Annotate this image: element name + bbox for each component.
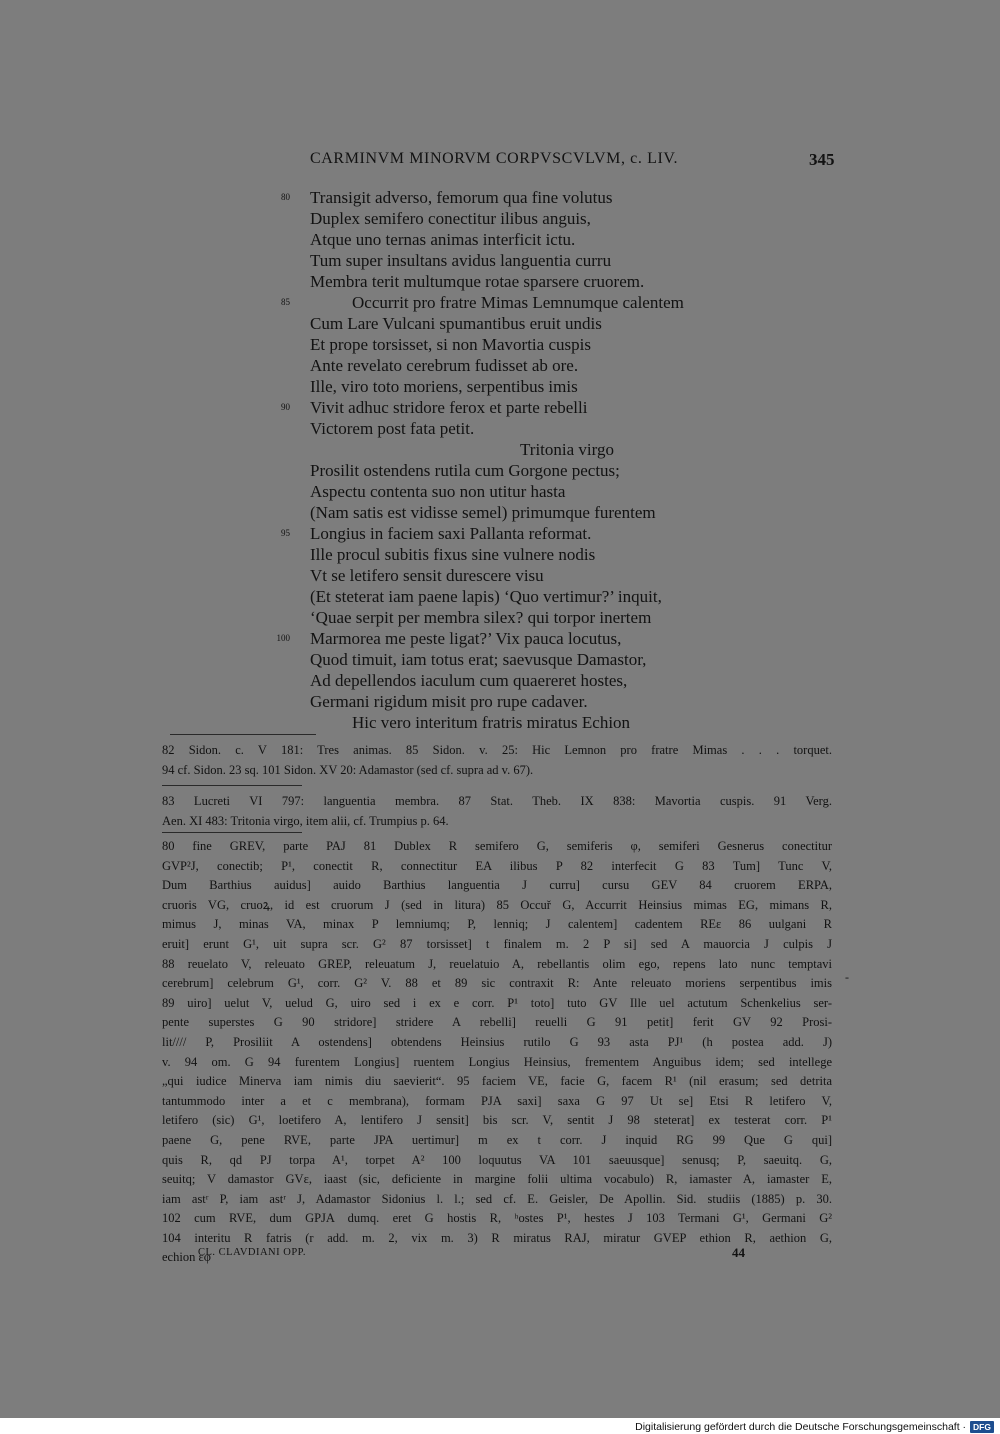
note-line: Aen. XI 483: Tritonia virgo, item alii, cf. Trumpius p. 64. (162, 813, 449, 828)
verse-line: (Et steterat iam paene lapis) ‘Quo vertimur?’ inquit, (310, 587, 662, 606)
verse-line: Aspectu contenta suo non utitur hasta (310, 482, 566, 501)
note-line: 83 Lucreti VI 797: languentia membra. 87 Stat. Theb. IX 838: Mavortia cuspis. 91 Verg. (162, 794, 832, 808)
footer-text: Digitalisierung gefördert durch die Deutsche Forschungsgemeinschaft · (635, 1421, 967, 1433)
verse-line: (Nam satis est vidisse semel) primumque furentem (310, 503, 656, 522)
apparatus-line: paene G, pene RVE, parte JPA uertimur] m ex t corr. J inquid RG 99 Que G qui] (162, 1132, 832, 1147)
verse-line: Ad depellendos iaculum cum quaereret hostes, (310, 671, 628, 690)
apparatus-line: 89 uiro] uelut V, uelud G, uiro sed i ex e corr. P¹ toto] tuto GV Ille uel actutum Schenkelius ser- (162, 995, 832, 1010)
apparatus-line: iam astʳ P, iam astʳ J, Adamastor Sidonius l. l.; sed cf. E. Geisler, De Apollin. Sid. studiis (1885) p. 30. (162, 1191, 832, 1206)
verse-line: Cum Lare Vulcani spumantibus eruit undis (310, 314, 602, 333)
line-number: 90 (281, 402, 290, 412)
verse-line: Et prope torsisset, si non Mavortia cuspis (310, 335, 591, 354)
apparatus-line: cruoris VG, cruo⁠ꝝ, id est cruorum J (sed in litura) 85 Occuř G, Accurrit Heinsius mimas EG, mimans R, (162, 897, 832, 912)
running-head: CARMINVM MINORVM CORPVSCVLVM, c. LIV. (310, 150, 679, 167)
apparatus-line: cerebrum] celebrum G¹, corr. G² V. 88 et 89 sic contraxit R: Ante releuato moriens serpentibus imis (162, 976, 832, 991)
apparatus-line: „qui iudice Minerva iam nimis diu saevierit“. 95 faciem VE, facie G, facem R¹ (nil erasum; sed detrita (162, 1074, 832, 1089)
apparatus-line: tantummodo inter a et c membrana), formam PJA saxi] saxa G 97 Ut se] Etsi R letifero V, (162, 1093, 832, 1108)
divider (162, 832, 302, 833)
apparatus-line: letifero (sic) G¹, loetifero A, lentifero J sensit] bis scr. V, sentit J 98 steterat] ex testerat corr. P¹ (162, 1113, 832, 1128)
apparatus-line: quis R, qd PJ torpa A¹, torpet A² 100 loquutus VA 101 saeuusque] senusq; P, saeuitq. G, (162, 1152, 832, 1167)
verse-line: Ante revelato cerebrum fudisset ab ore. (310, 356, 579, 375)
verse-line: Prosilit ostendens rutila cum Gorgone pectus; (310, 461, 620, 480)
verse-line: Ille procul subitis fixus sine vulnere nodis (310, 545, 596, 564)
apparatus-line: pente superstes G 90 stridore] stridere A rebelli] reuelli G 91 petit] ferit GV 92 Prosi- (162, 1015, 832, 1030)
apparatus-line: v. 94 om. G 94 furentem Longius] ruentem Longius Heinsius, frementem Anguibus idem; sed intellege (162, 1054, 832, 1069)
dfg-logo: DFG (970, 1421, 994, 1433)
verse-line: Tum super insultans avidus languentia curru (310, 251, 612, 270)
verse-line: Germani rigidum misit pro rupe cadaver. (310, 692, 588, 711)
apparatus-line: eruit] erunt G¹, uit supra scr. G² 87 torsisset] t finalem m. 2 P si] sed A mauorcia J culpis J (162, 936, 832, 951)
apparatus-line: lit//// P, Prosiliit A ostendens] obtendens Heinsius rutilo G 93 asta PJ¹ (h postea add. J) (162, 1034, 832, 1049)
verse-line: Vivit adhuc stridore ferox et parte rebelli (310, 398, 588, 417)
verse-line: ‘Quae serpit per membra silex? qui torpor inertem (310, 608, 652, 627)
verse-line: Atque uno ternas animas interficit ictu. (310, 230, 576, 249)
apparatus-line: echion εφ (162, 1250, 211, 1265)
apparatus-line: 80 fine GREV, parte PAJ 81 Dublex R semifero G, semiferis φ, semiferi Gesnerus conectitur (162, 839, 832, 853)
apparatus-line: seuitq; V damastor GVε, iaast (sic, deficiente in margine folii ultima vocabulo) R, iamaster A, iamaster E, (162, 1172, 832, 1187)
verse-line: Hic vero interitum fratris miratus Echion (352, 713, 631, 732)
verse-line: Duplex semifero conectitur ilibus anguis, (310, 209, 591, 228)
apparatus-line: GVP²J, conectib; P¹, conectit R, connectitur EA ilibus P 82 interfecit G 83 Tum] Tunc V, (162, 858, 832, 873)
verse-line: Victorem post fata petit. (310, 419, 475, 438)
sources-notes (162, 741, 832, 780)
verse-line: Occurrit pro fratre Mimas Lemnumque calentem (352, 293, 684, 312)
critical-apparatus (162, 837, 832, 1268)
divider (162, 785, 302, 786)
parallels-notes (162, 792, 832, 831)
verse-line: Marmorea me peste ligat?’ Vix pauca locutus, (310, 629, 622, 648)
apparatus-line: 104 interitu R fatris (r add. m. 2, vix m. 3) R miratus RAJ, miratur GVEP ethion R, aethion G, (162, 1230, 832, 1245)
line-number: 100 (276, 633, 290, 643)
apparatus-line: 102 cum RVE, dum GPJA dumq. eret G hostis R, ʰostes P¹, hestes J 103 Termani G¹, Germani G² (162, 1211, 832, 1226)
apparatus-line: 88 reuelato V, releuato GREP, releuatum J, reuelatuio A, rebellantis olim ego, repens lato nunc temptavi (162, 956, 832, 971)
verse-line: Longius in faciem saxi Pallanta reformat. (310, 524, 592, 543)
divider (170, 734, 316, 735)
verse-line: Ille, viro toto moriens, serpentibus imis (310, 377, 578, 396)
sheet-number: 44 (732, 1245, 745, 1260)
apparatus-line: mimus J, minas VA, minax P lemniumq; P, lenniq; J calentem] cadentem REε 86 uulgani R (162, 917, 832, 932)
line-number: 95 (281, 528, 290, 538)
funding-footer (635, 1420, 994, 1434)
apparatus-line: Dum Barthius auidus] auido Barthius languentia J curru] cursu GEV 84 cruorem ERPA, (162, 878, 832, 893)
note-line: 82 Sidon. c. V 181: Tres animas. 85 Sidon. v. 25: Hic Lemnon pro fratre Mimas . . . torquet. (162, 743, 832, 757)
line-number: 85 (281, 297, 290, 307)
line-number: 80 (281, 192, 290, 202)
page-number: 345 (809, 150, 835, 169)
stray-mark: - (845, 970, 849, 984)
verse-line: Quod timuit, iam totus erat; saevusque Damastor, (310, 650, 647, 669)
printer-signature: CL. CLAVDIANI OPP. (198, 1247, 306, 1258)
verse-line: Vt se letifero sensit durescere visu (310, 566, 544, 585)
verse-line: Membra terit multumque rotae sparsere cruorem. (310, 272, 645, 291)
verse-line: Tritonia virgo (520, 440, 614, 459)
verse-line: Transigit adverso, femorum qua fine volutus (310, 188, 613, 207)
note-line: 94 cf. Sidon. 23 sq. 101 Sidon. XV 20: Adamastor (sed cf. supra ad v. 67). (162, 762, 534, 777)
